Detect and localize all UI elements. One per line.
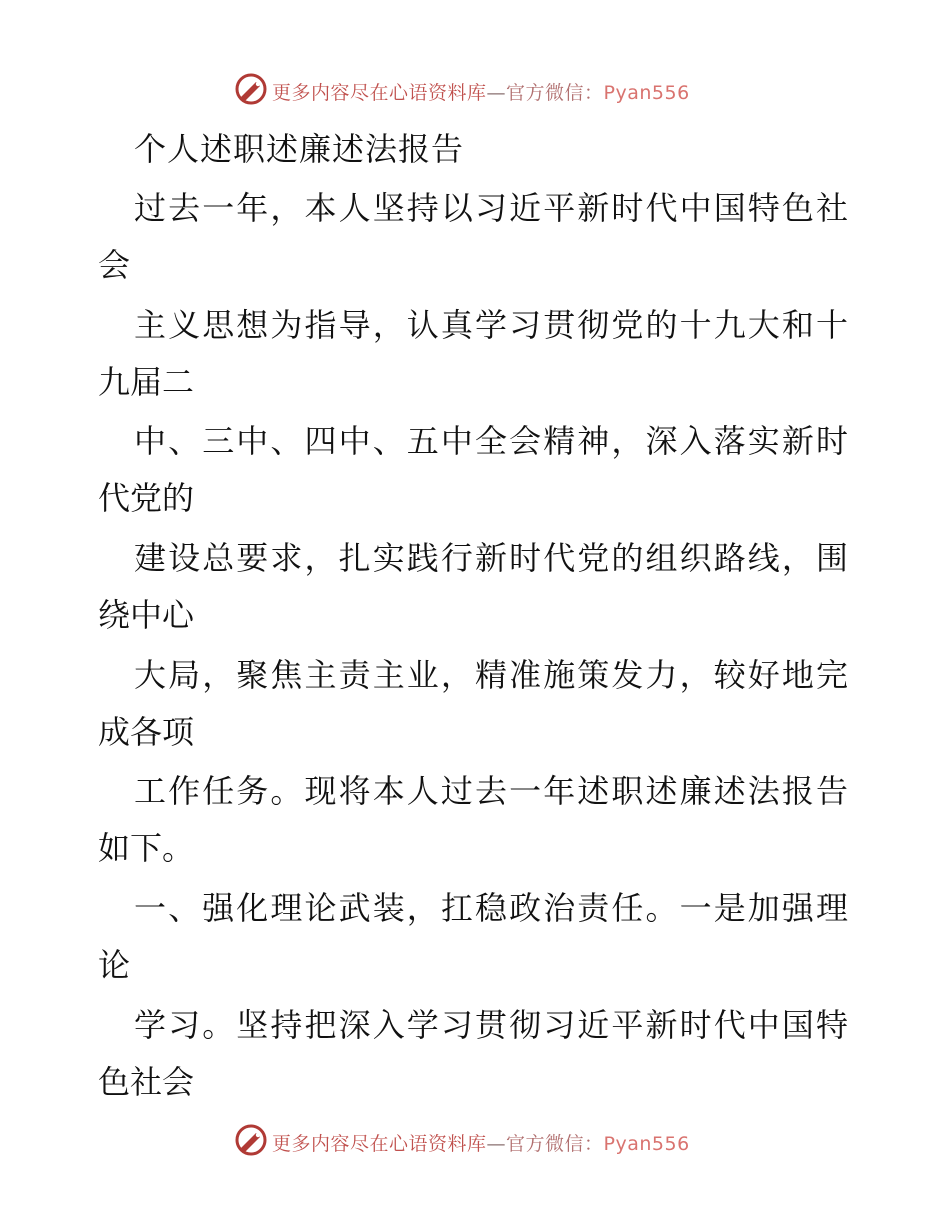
body-line: 中、三中、四中、五中全会精神，深入落实新时 [134,422,851,460]
body-line: 成各项 [98,713,195,751]
body-line: 代党的 [98,479,195,517]
body-line: 建设总要求，扎实践行新时代党的组织路线，围 [134,539,851,577]
body-line: 绕中心 [98,596,195,634]
body-line: 会 [98,246,131,284]
footer-watermark [0,1121,950,1161]
body-line: 论 [98,946,131,984]
watermark-separator: — [486,1133,507,1155]
document-title: 个人述职述廉述法报告 [134,130,465,168]
watermark-handle: Pyan556 [603,1133,690,1155]
body-line: 色社会 [98,1063,195,1101]
header-watermark [0,70,950,110]
watermark-handle: Pyan556 [603,82,690,104]
body-line: 工作任务。现将本人过去一年述职述廉述法报告 [134,772,851,810]
body-line: 九届二 [98,363,195,401]
watermark-label: 官方微信： [506,1133,604,1155]
watermark-label: 官方微信： [506,82,604,104]
body-line: 学习。坚持把深入学习贯彻习近平新时代中国特 [134,1006,851,1044]
pen-nib-seal-icon [234,1123,268,1157]
watermark-text [272,1129,690,1156]
body-line: 大局，聚焦主责主业，精准施策发力，较好地完 [134,656,851,694]
body-line: 主义思想为指导，认真学习贯彻党的十九大和十 [134,306,851,344]
body-line: 如下。 [98,829,195,867]
watermark-separator: — [486,82,507,104]
body-line: 一、强化理论武装，扛稳政治责任。一是加强理 [134,889,851,927]
watermark-site-text: 更多内容尽在心语资料库 [272,82,487,104]
pen-nib-seal-icon [234,72,268,106]
watermark-site-text: 更多内容尽在心语资料库 [272,1133,487,1155]
body-line: 过去一年，本人坚持以习近平新时代中国特色社 [134,189,851,227]
watermark-text [272,78,690,105]
